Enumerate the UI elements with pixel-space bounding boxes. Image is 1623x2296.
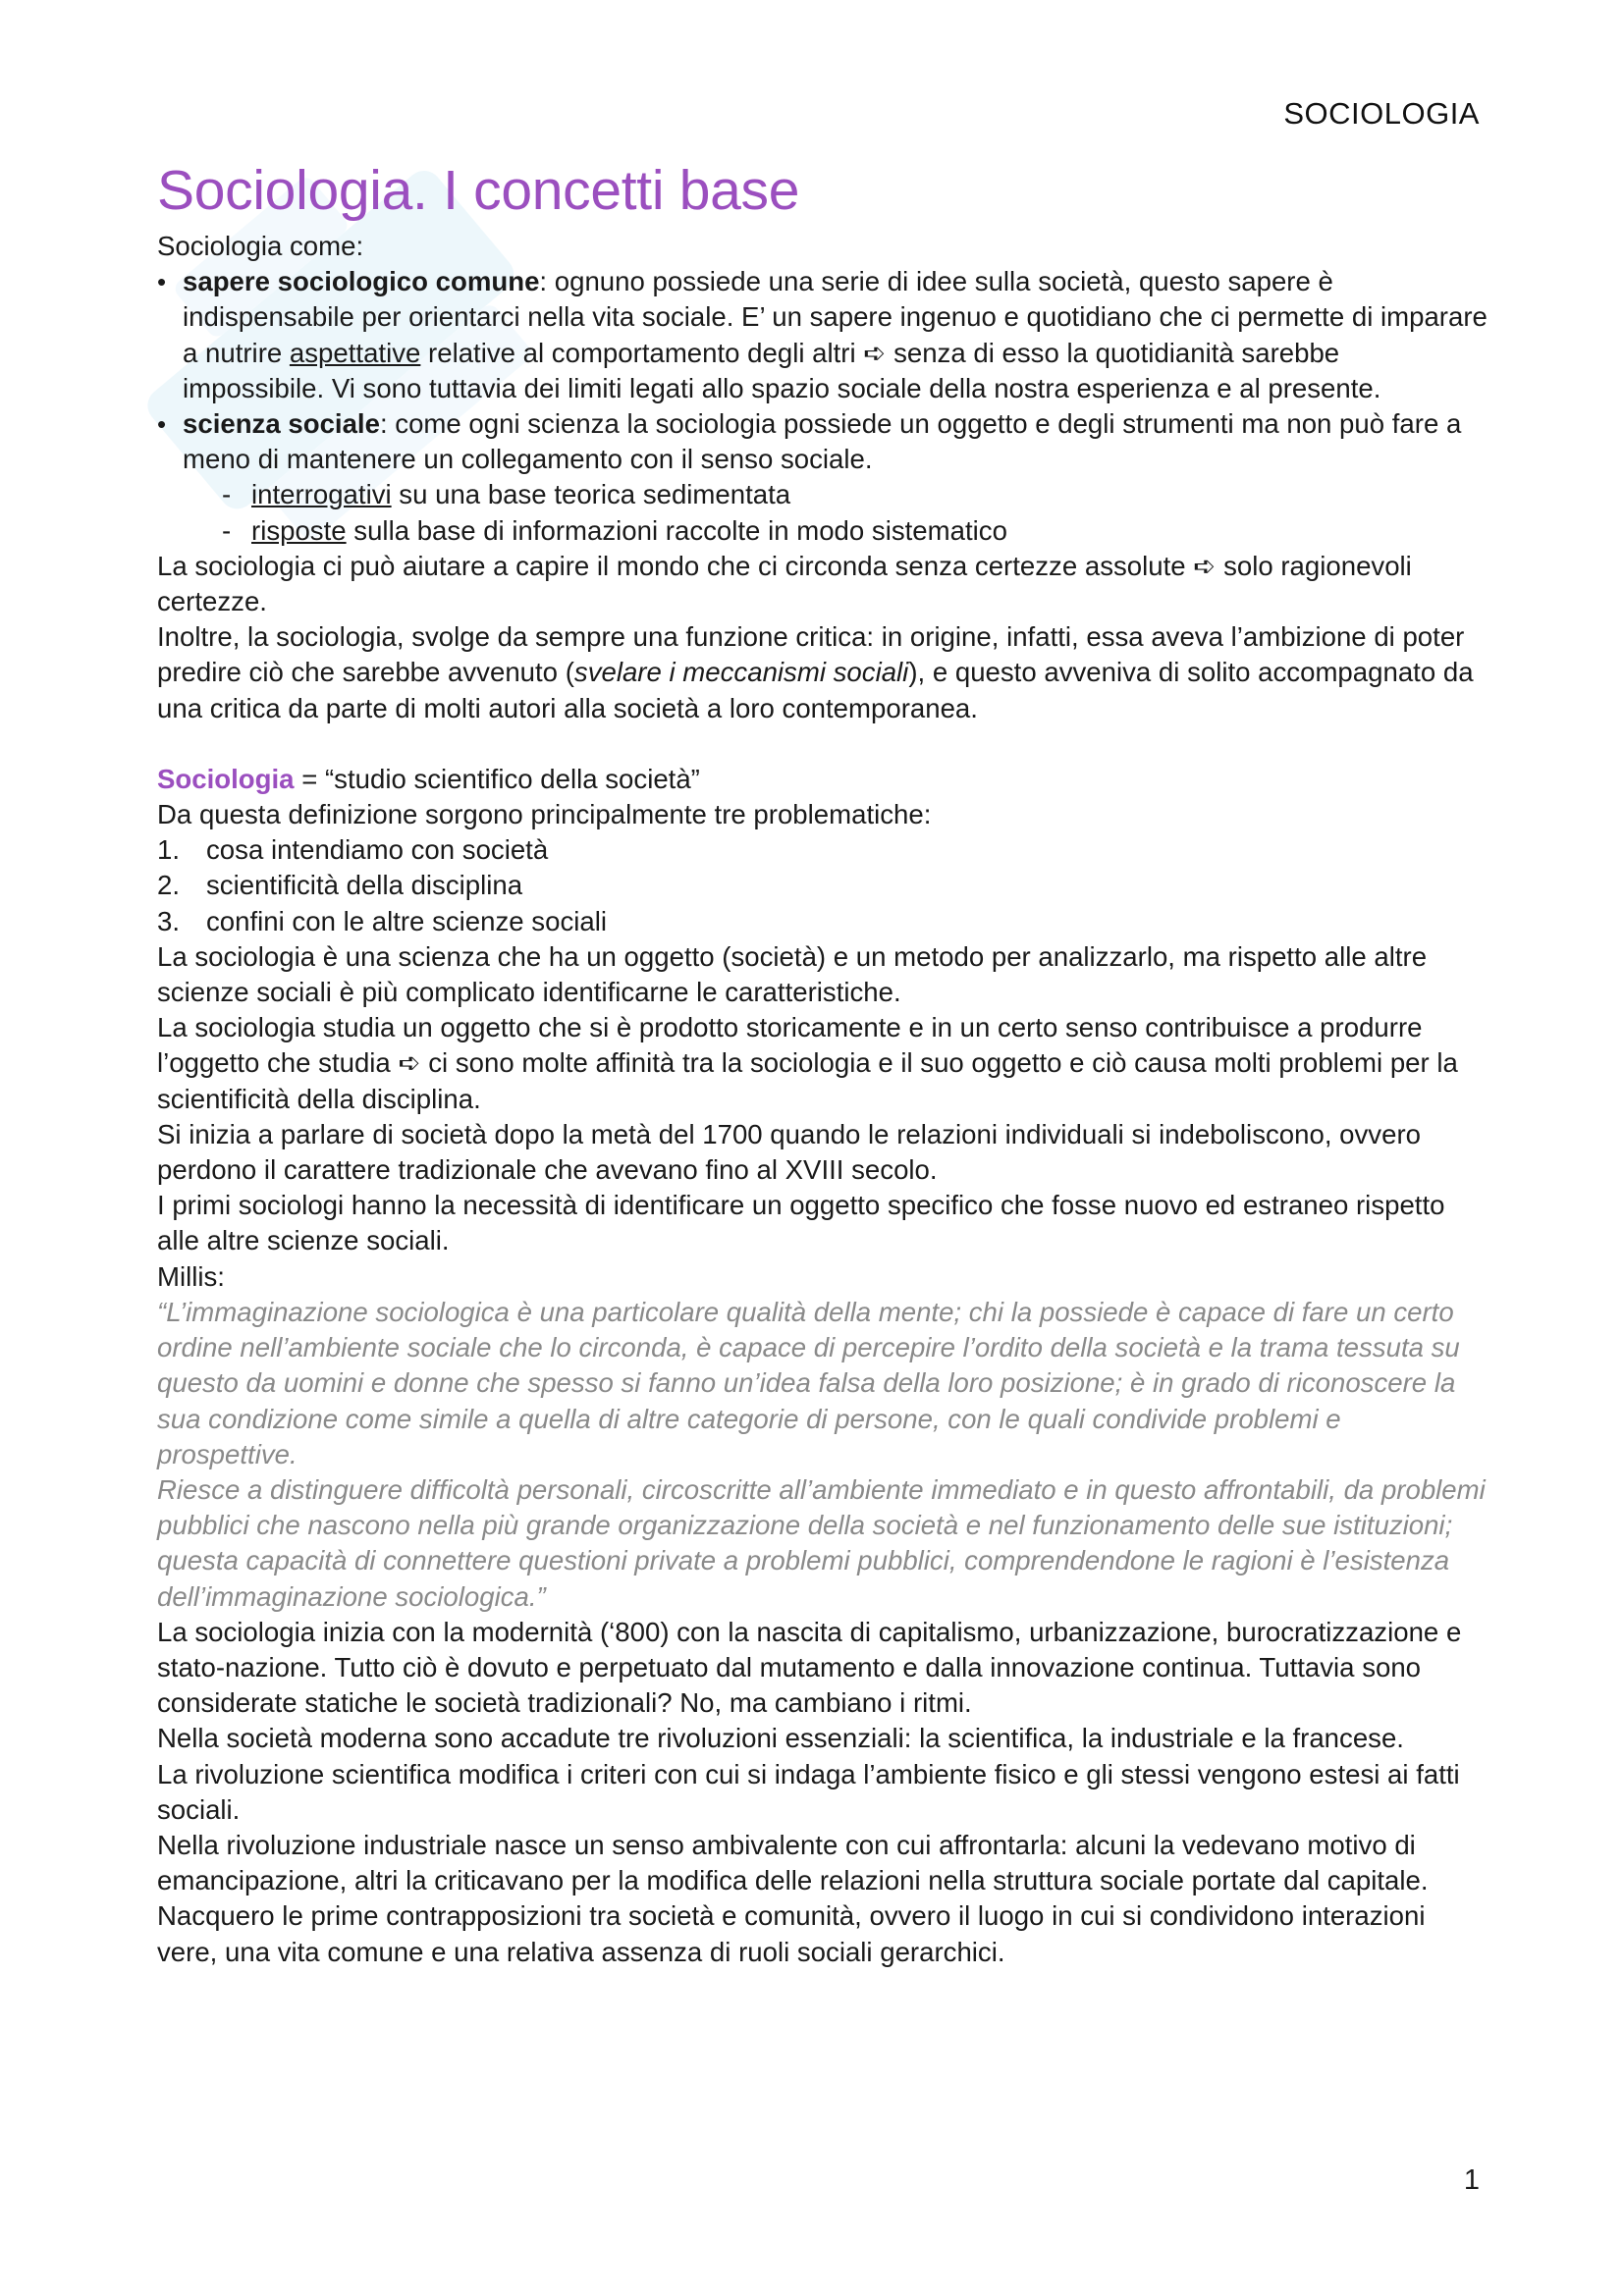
dash-text: sulla base di informazioni raccolte in modo sistematico bbox=[346, 514, 1007, 546]
paragraph: Millis: bbox=[157, 1260, 225, 1292]
paragraph: La sociologia è una scienza che ha un oggetto (società) e un metodo per analizzarlo, ma rispetto alle altre scienze sociali è più complicato identificarne le caratteristiche. bbox=[157, 940, 1428, 1008]
paragraph: Si inizia a parlare di società dopo la metà del 1700 quando le relazioni individuali si indeboliscono, ovvero perdono il carattere tradizionale che avevano fino al XVIII secolo. bbox=[157, 1118, 1421, 1186]
bullet-list bbox=[157, 264, 1488, 549]
page-header: SOCIOLOGIA bbox=[1283, 96, 1480, 131]
bullet-term: sapere sociologico comune bbox=[183, 266, 540, 297]
document-body bbox=[157, 152, 1488, 1970]
underlined-term: risposte bbox=[251, 514, 347, 546]
intro-line: Sociologia come: bbox=[157, 231, 364, 261]
paragraph: La rivoluzione scientifica modifica i criteri con cui si indaga l’ambiente fisico e gli stessi vengono estesi ai fatti sociali. bbox=[157, 1758, 1460, 1825]
bullet-text: : come ogni scienza la sociologia possiede un oggetto e degli strumenti ma non può fare a meno di mantenere un collegamento con il senso sociale. bbox=[183, 408, 1462, 475]
numbered-list bbox=[157, 832, 1488, 939]
list-text: cosa intendiamo con società bbox=[206, 834, 549, 866]
bullet-text: relative al comportamento degli altri ➪ senza di esso la quotidianità sarebbe impossibile. Vi sono tuttavia dei limiti legati allo spazio sociale della nostra esperienza e al presente. bbox=[183, 337, 1381, 403]
list-number: 1. bbox=[157, 834, 181, 866]
underlined-term: interrogativi bbox=[251, 479, 392, 510]
list-text: confini con le altre scienze sociali bbox=[206, 905, 607, 936]
definition-text: = “studio scientifico della società” bbox=[294, 763, 700, 794]
list-text: scientificità della disciplina bbox=[206, 870, 523, 901]
spacer bbox=[157, 726, 1488, 762]
list-item bbox=[222, 477, 1488, 512]
paragraph: Nella rivoluzione industriale nasce un senso ambivalente con cui affrontarla: alcuni la vedevano motivo di emancipazione, altri la criticavano per la modifica delle relazioni nella struttura sociale portate dal capitale. Nacquero le prime contrapposizioni tra società e comunità, ovvero il luogo in cui si condividono interazioni vere, una vita comune e una relativa assenza di ruoli sociali gerarchici. bbox=[157, 1829, 1429, 1967]
paragraph: La sociologia ci può aiutare a capire il mondo che ci circonda senza certezze assolute ➪ solo ragionevoli certezze. bbox=[157, 550, 1412, 617]
list-item bbox=[157, 832, 1488, 868]
paragraph: La sociologia studia un oggetto che si è prodotto storicamente e in un certo senso contribuisce a produrre l’oggetto che studia ➪ ci sono molte affinità tra la sociologia e il suo oggetto e ciò causa molti problemi per la scientificità della disciplina. bbox=[157, 1012, 1458, 1114]
underlined-term: aspettative bbox=[289, 337, 421, 368]
bullet-text: : ognuno possiede una serie di idee sulla società, questo sapere è indispensabile per orientarci nella vita sociale. E’ un sapere ingenuo e quotidiano che ci permette di imparare a nutrire bbox=[183, 266, 1488, 368]
paragraph: Nella società moderna sono accadute tre rivoluzioni essenziali: la scientifica, la industriale e la francese. bbox=[157, 1723, 1404, 1754]
paragraph bbox=[157, 619, 1488, 726]
quote: Riesce a distinguere difficoltà personali, circoscritte all’ambiente immediato e in questo affrontabili, da problemi pubblici che nascono nella più grande organizzazione della società e nel funzionamento delle sue istituzioni; questa capacità di connettere questioni private a problemi pubblici, comprendendone le ragioni è l’esistenza dell’immaginazione sociologica.” bbox=[157, 1473, 1486, 1612]
list-item bbox=[222, 513, 1488, 549]
paragraph: I primi sociologi hanno la necessità di identificare un oggetto specifico che fosse nuovo ed estraneo rispetto alle altre scienze sociali. bbox=[157, 1190, 1445, 1256]
page-number: 1 bbox=[1463, 2164, 1480, 2196]
list-item bbox=[157, 264, 1488, 406]
definition bbox=[157, 762, 1488, 797]
dash-list bbox=[183, 477, 1488, 548]
list-number: 2. bbox=[157, 870, 181, 901]
list-item bbox=[157, 904, 1488, 939]
paragraph: La sociologia inizia con la modernità (‘800) con la nascita di capitalismo, urbanizzazione, burocratizzazione e stato-nazione. Tutto ciò è dovuto e perpetuato dal mutamento e dalla innovazione continua. Tuttavia sono considerate statiche le società tradizionali? No, ma cambiano i ritmi. bbox=[157, 1616, 1462, 1719]
definition-term: Sociologia bbox=[157, 763, 295, 794]
paragraph: Da questa definizione sorgono principalmente tre problematiche: bbox=[157, 799, 932, 830]
italic-phrase: svelare i meccanismi sociali bbox=[573, 657, 909, 688]
list-item bbox=[157, 868, 1488, 903]
paragraph-text: ), e questo avveniva di solito accompagnato da una critica da parte di molti autori alla società a loro contemporanea. bbox=[157, 657, 1474, 723]
list-number: 3. bbox=[157, 905, 181, 936]
document-title: Sociologia. I concetti base bbox=[157, 159, 800, 222]
list-item bbox=[157, 406, 1488, 549]
paragraph-text: Inoltre, la sociologia, svolge da sempre una funzione critica: in origine, infatti, essa aveva l’ambizione di poter predire ciò che sarebbe avvenuto ( bbox=[157, 621, 1465, 688]
dash-text: su una base teorica sedimentata bbox=[391, 479, 791, 510]
bullet-term: scienza sociale bbox=[183, 408, 380, 440]
quote: “L’immaginazione sociologica è una particolare qualità della mente; chi la possiede è capace di fare un certo ordine nell’ambiente sociale che lo circonda, è capace di percepire l’ordito della società e la trama tessuta su questo da uomini e donne che spesso si fanno un’idea falsa della loro posizione; è in grado di riconoscere la sua condizione come simile a quella di altre categorie di persone, con le quali condivide problemi e prospettive. bbox=[157, 1296, 1460, 1469]
